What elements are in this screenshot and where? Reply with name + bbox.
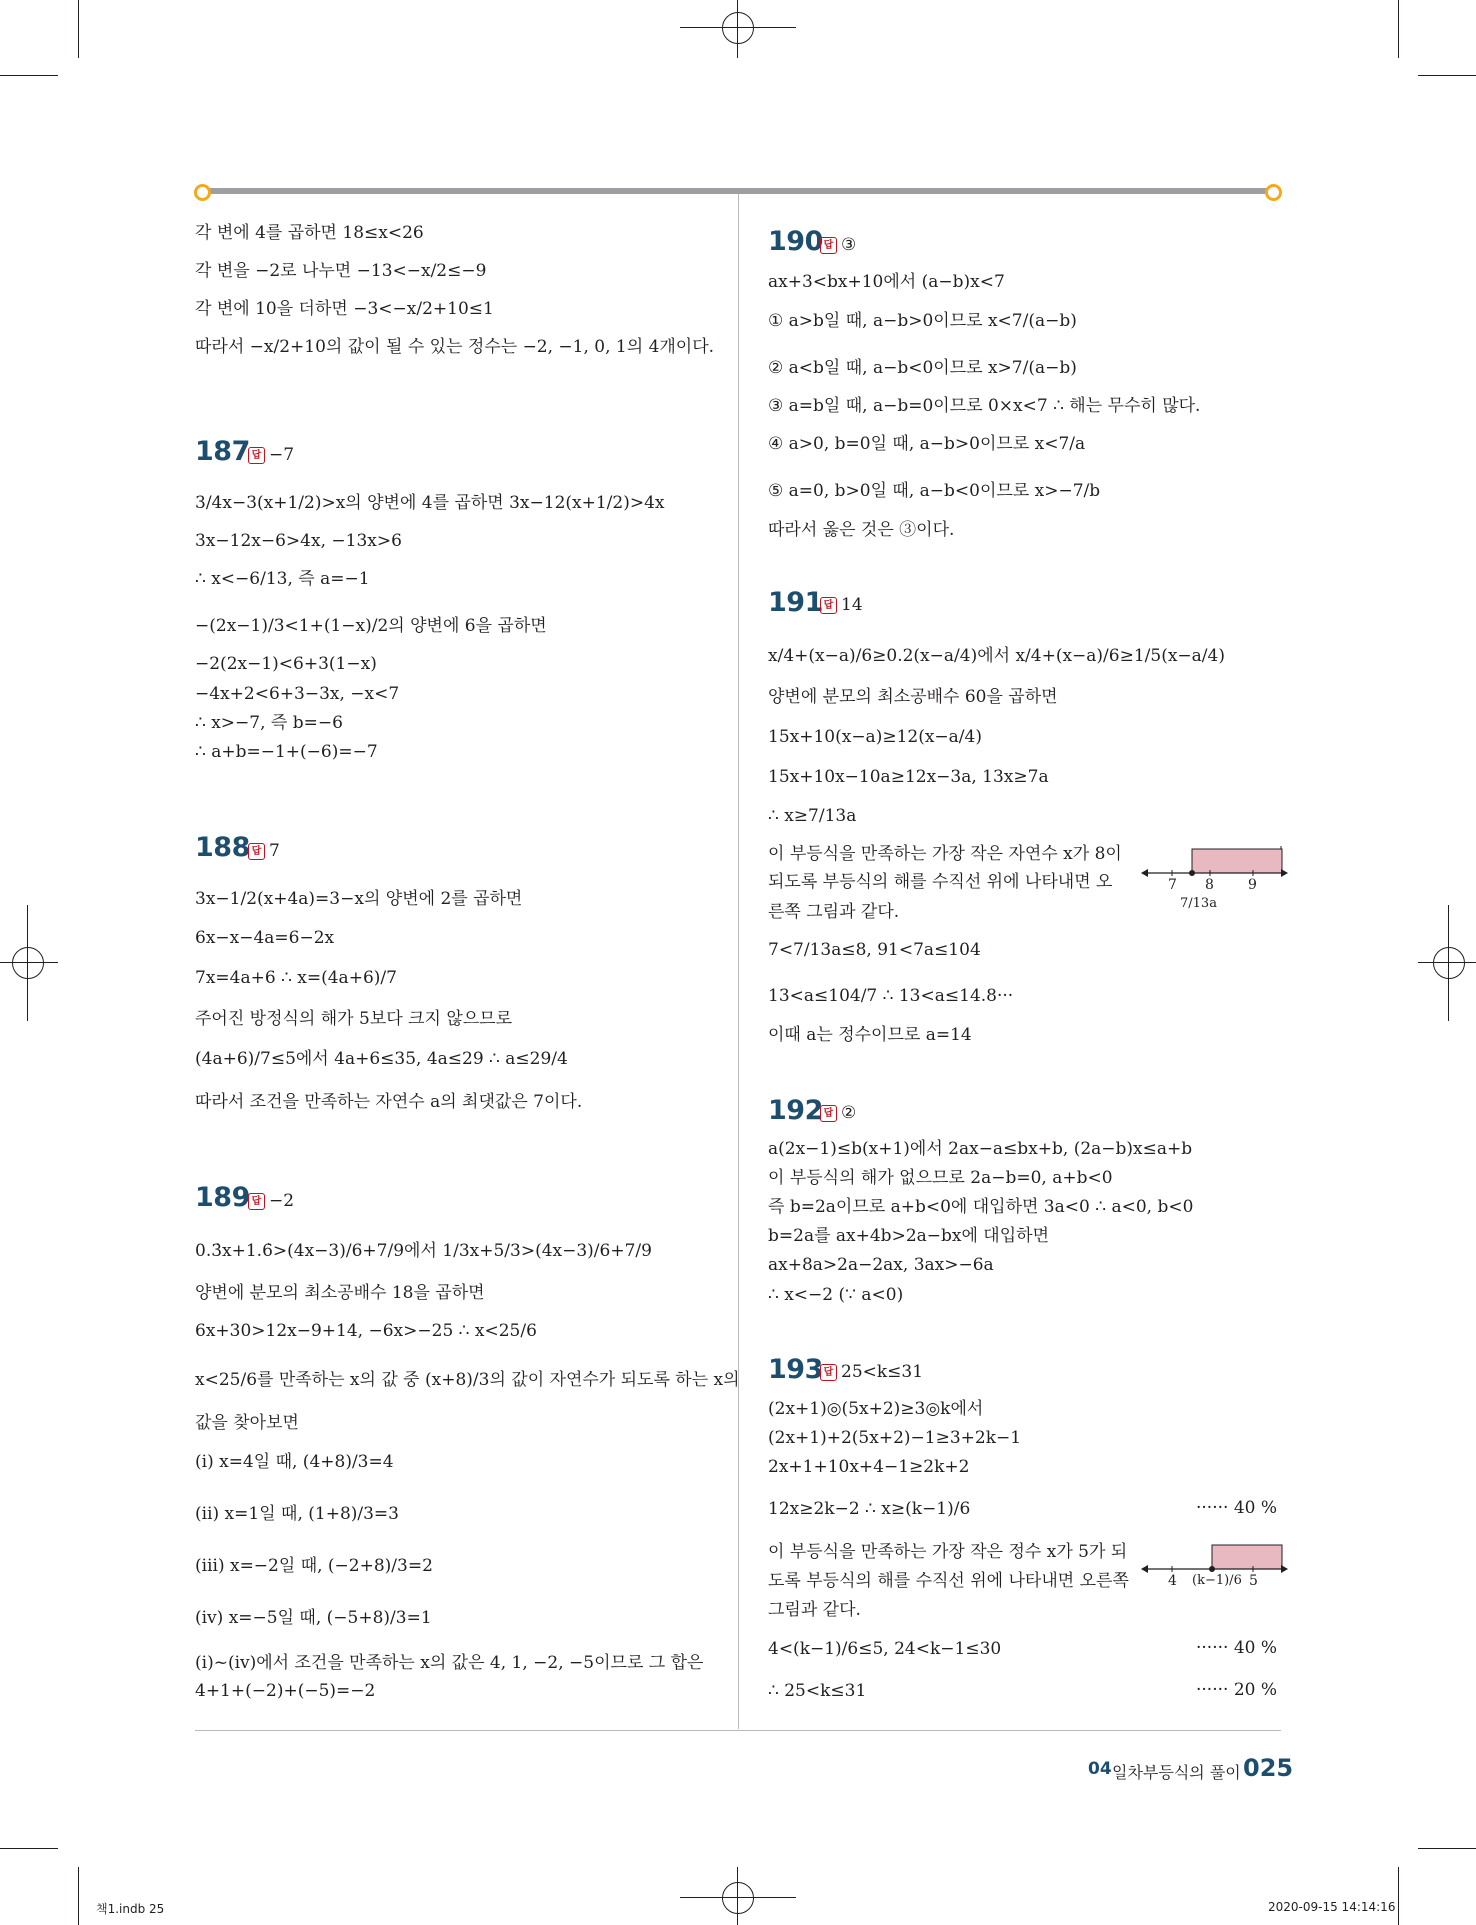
solution-line: 3x−12x−6>4x, −13x>6 xyxy=(195,531,402,551)
solution-line: ax+3<bx+10에서 (a−b)x<7 xyxy=(768,272,1005,292)
crop-mark xyxy=(78,0,79,58)
answer-value: ③ xyxy=(841,235,857,255)
answer xyxy=(820,594,863,616)
answer xyxy=(820,234,856,256)
solution-line: b=2a를 ax+4b>2a−bx에 대입하면 xyxy=(768,1226,1049,1246)
header-bar xyxy=(200,188,1270,194)
solution-line: 즉 b=2a이므로 a+b<0에 대입하면 3a<0 ∴ a<0, b<0 xyxy=(768,1197,1194,1217)
solution-line: 른쪽 그림과 같다. xyxy=(768,902,900,922)
crop-mark xyxy=(0,1848,58,1849)
solution-line: −2(2x−1)<6+3(1−x) xyxy=(195,654,377,674)
crop-mark xyxy=(1398,1867,1399,1925)
solution-line: a(2x−1)≤b(x+1)에서 2ax−a≤bx+b, (2a−b)x≤a+b xyxy=(768,1139,1193,1159)
axis-arrow-right xyxy=(1281,1565,1288,1573)
problem-number: 187 xyxy=(195,436,250,467)
solution-line: ③ a=b일 때, a−b=0이므로 0×x<7 ∴ 해는 무수히 많다. xyxy=(768,396,1201,416)
solution-line: ∴ x<−6/13, 즉 a=−1 xyxy=(195,569,370,589)
solution-line: ∴ x>−7, 즉 b=−6 xyxy=(195,713,343,733)
answer xyxy=(248,444,294,466)
solution-line: x/4+(x−a)/6≥0.2(x−a/4)에서 x/4+(x−a)/6≥1/5(x−a/4) xyxy=(768,646,1225,666)
solution-line: x<25/6를 만족하는 x의 값 중 (x+8)/3의 값이 자연수가 되도록 하는 x의 xyxy=(195,1370,740,1390)
solution-line: 3/4x−3(x+1/2)>x의 양변에 4를 곱하면 3x−12(x+1/2)>4x xyxy=(195,493,665,513)
intro-line: 각 변에 10을 더하면 −3<−x/2+10≤1 xyxy=(195,299,494,319)
solution-line: 이 부등식의 해가 없으므로 2a−b=0, a+b<0 xyxy=(768,1168,1113,1188)
answer-badge: 답 xyxy=(248,1193,265,1210)
solution-line: 3x−1/2(x+4a)=3−x의 양변에 2를 곱하면 xyxy=(195,889,523,909)
answer-badge: 답 xyxy=(820,1364,837,1381)
page-number: 025 xyxy=(1243,1754,1294,1782)
solution-line: ax+8a>2a−2ax, 3ax>−6a xyxy=(768,1255,994,1275)
solution-line: 12x≥2k−2 ∴ x≥(k−1)/6 xyxy=(768,1499,971,1519)
tick-label: 8 xyxy=(1205,877,1214,893)
registration-circle xyxy=(722,12,754,44)
solution-line: 되도록 부등식의 해를 수직선 위에 나타내면 오 xyxy=(768,872,1113,892)
answer-value: 7 xyxy=(269,841,280,861)
problem-number: 188 xyxy=(195,832,250,863)
solution-line: ∴ x<−2 (∵ a<0) xyxy=(768,1285,904,1305)
solution-line: ⑤ a=0, b>0일 때, a−b<0이므로 x>−7/b xyxy=(768,481,1101,501)
tick-label: 4 xyxy=(1168,1573,1177,1589)
header-bar-left-ring xyxy=(194,184,211,201)
solution-line: 15x+10(x−a)≥12(x−a/4) xyxy=(768,727,982,747)
solution-line: 주어진 방정식의 해가 5보다 크지 않으므로 xyxy=(195,1009,513,1029)
solution-line: ② a<b일 때, a−b<0이므로 x>7/(a−b) xyxy=(768,358,1077,378)
header-bar-right-ring xyxy=(1265,184,1282,201)
solution-line: (4a+6)/7≤5에서 4a+6≤35, 4a≤29 ∴ a≤29/4 xyxy=(195,1049,568,1069)
solution-line: 그림과 같다. xyxy=(768,1600,861,1620)
closed-point xyxy=(1189,870,1195,876)
score-percent: ······ 20 % xyxy=(1196,1680,1278,1700)
registration-circle xyxy=(1433,947,1465,979)
tick-label: 7 xyxy=(1168,877,1177,893)
slug-file: 책1.indb 25 xyxy=(96,1902,165,1916)
problem-number: 192 xyxy=(768,1095,823,1126)
solution-line: 7<7/13a≤8, 91<7a≤104 xyxy=(768,940,981,960)
answer-badge: 답 xyxy=(820,597,837,614)
problem-number: 191 xyxy=(768,587,823,618)
crop-mark xyxy=(78,1867,79,1925)
solution-line: ① a>b일 때, a−b>0이므로 x<7/(a−b) xyxy=(768,311,1077,331)
answer-badge: 답 xyxy=(248,843,265,860)
registration-circle xyxy=(12,947,44,979)
problem-number: 190 xyxy=(768,226,823,257)
solution-line: −(2x−1)/3<1+(1−x)/2의 양변에 6을 곱하면 xyxy=(195,616,547,636)
solution-line: 6x−x−4a=6−2x xyxy=(195,928,335,948)
intro-line: 각 변에 4를 곱하면 18≤x<26 xyxy=(195,223,424,243)
solution-line: (ⅲ) x=−2일 때, (−2+8)/3=2 xyxy=(195,1556,433,1576)
problem-number: 193 xyxy=(768,1354,823,1385)
answer xyxy=(820,1361,923,1383)
solution-line: ∴ x≥7/13a xyxy=(768,806,857,826)
answer-badge: 답 xyxy=(248,447,265,464)
solution-line: 양변에 분모의 최소공배수 18을 곱하면 xyxy=(195,1283,485,1303)
solution-line: (ⅰ) x=4일 때, (4+8)/3=4 xyxy=(195,1452,394,1472)
solution-line: (2x+1)◎(5x+2)≥3◎k에서 xyxy=(768,1399,984,1419)
solution-line: −4x+2<6+3−3x, −x<7 xyxy=(195,684,400,704)
crop-mark xyxy=(1418,75,1476,76)
intro-line: 따라서 −x/2+10의 값이 될 수 있는 정수는 −2, −1, 0, 1의 4개이다. xyxy=(195,337,715,357)
answer-value: 25<k≤31 xyxy=(841,1362,924,1382)
answer-badge: 답 xyxy=(820,1105,837,1122)
solution-line: 13<a≤104/7 ∴ 13<a≤14.8··· xyxy=(768,986,1014,1006)
solution-line: 이 부등식을 만족하는 가장 작은 자연수 x가 8이 xyxy=(768,844,1122,864)
answer-value: 14 xyxy=(841,595,863,615)
solution-line: 0.3̇x+1.6̇>(4x−3)/6+7/9에서 1/3x+5/3>(4x−3)/6+7/9 xyxy=(195,1241,652,1261)
answer-value: −2 xyxy=(269,1191,295,1211)
solution-line: ∴ 25<k≤31 xyxy=(768,1681,867,1701)
column-divider xyxy=(738,194,739,1729)
footer-title: 일차부등식의 풀이 xyxy=(1112,1763,1241,1782)
crop-mark xyxy=(0,75,58,76)
problem-number: 189 xyxy=(195,1182,250,1213)
answer xyxy=(820,1102,856,1124)
answer-value: −7 xyxy=(269,445,295,465)
solution-line: 6x+30>12x−9+14, −6x>−25 ∴ x<25/6 xyxy=(195,1321,537,1341)
solution-line: (2x+1)+2(5x+2)−1≥3+2k−1 xyxy=(768,1428,1022,1448)
solution-line: 따라서 옳은 것은 ③이다. xyxy=(768,520,955,540)
boundary-label: (k−1)/6 xyxy=(1192,1573,1242,1588)
solution-line: 15x+10x−10a≥12x−3a, 13x≥7a xyxy=(768,767,1049,787)
answer-value: ② xyxy=(841,1103,857,1123)
answer xyxy=(248,840,280,862)
solution-line: 따라서 조건을 만족하는 자연수 a의 최댓값은 7이다. xyxy=(195,1092,583,1112)
solution-line: 4<(k−1)/6≤5, 24<k−1≤30 xyxy=(768,1639,1002,1659)
slug-datetime: 2020-09-15 14:14:16 xyxy=(1268,1900,1396,1914)
crop-mark xyxy=(1418,1848,1476,1849)
intro-line: 각 변을 −2로 나누면 −13<−x/2≤−9 xyxy=(195,261,487,281)
answer-badge: 답 xyxy=(820,237,837,254)
solution-line: 도록 부등식의 해를 수직선 위에 나타내면 오른쪽 xyxy=(768,1571,1129,1591)
solution-line: ∴ a+b=−1+(−6)=−7 xyxy=(195,742,378,762)
axis-arrow-right xyxy=(1281,869,1288,877)
axis-arrow-left xyxy=(1141,1565,1148,1573)
solution-line: 2x+1+10x+4−1≥2k+2 xyxy=(768,1457,970,1477)
tick-label: 5 xyxy=(1249,1573,1258,1589)
solution-line: (ⅳ) x=−5일 때, (−5+8)/3=1 xyxy=(195,1608,432,1628)
score-percent: ······ 40 % xyxy=(1196,1638,1278,1658)
solution-line: (ⅰ)~(ⅳ)에서 조건을 만족하는 x의 값은 4, 1, −2, −5이므로 그 합은 xyxy=(195,1653,704,1673)
tick-label: 9 xyxy=(1248,877,1257,893)
solution-line: 4+1+(−2)+(−5)=−2 xyxy=(195,1681,376,1701)
number-line-193 xyxy=(1140,1540,1288,1600)
solution-line: 양변에 분모의 최소공배수 60을 곱하면 xyxy=(768,687,1058,707)
axis-arrow-left xyxy=(1141,869,1148,877)
solution-line: 이때 a는 정수이므로 a=14 xyxy=(768,1025,972,1045)
solution-region xyxy=(1212,1545,1282,1569)
score-percent: ······ 40 % xyxy=(1196,1498,1278,1518)
crop-mark xyxy=(1398,0,1399,58)
solution-line: 7x=4a+6 ∴ x=(4a+6)/7 xyxy=(195,968,397,988)
solution-line: ④ a>0, b=0일 때, a−b>0이므로 x<7/a xyxy=(768,434,1086,454)
boundary-label: 7/13a xyxy=(1180,896,1217,911)
solution-region xyxy=(1192,849,1282,873)
bottom-rule xyxy=(195,1730,1281,1731)
footer-chapter: 04 xyxy=(1088,1759,1112,1779)
registration-circle xyxy=(722,1882,754,1914)
closed-point xyxy=(1209,1566,1215,1572)
solution-line: 이 부등식을 만족하는 가장 작은 정수 x가 5가 되 xyxy=(768,1542,1128,1562)
solution-line: (ⅱ) x=1일 때, (1+8)/3=3 xyxy=(195,1504,399,1524)
solution-line: 값을 찾아보면 xyxy=(195,1413,299,1433)
answer xyxy=(248,1190,294,1212)
